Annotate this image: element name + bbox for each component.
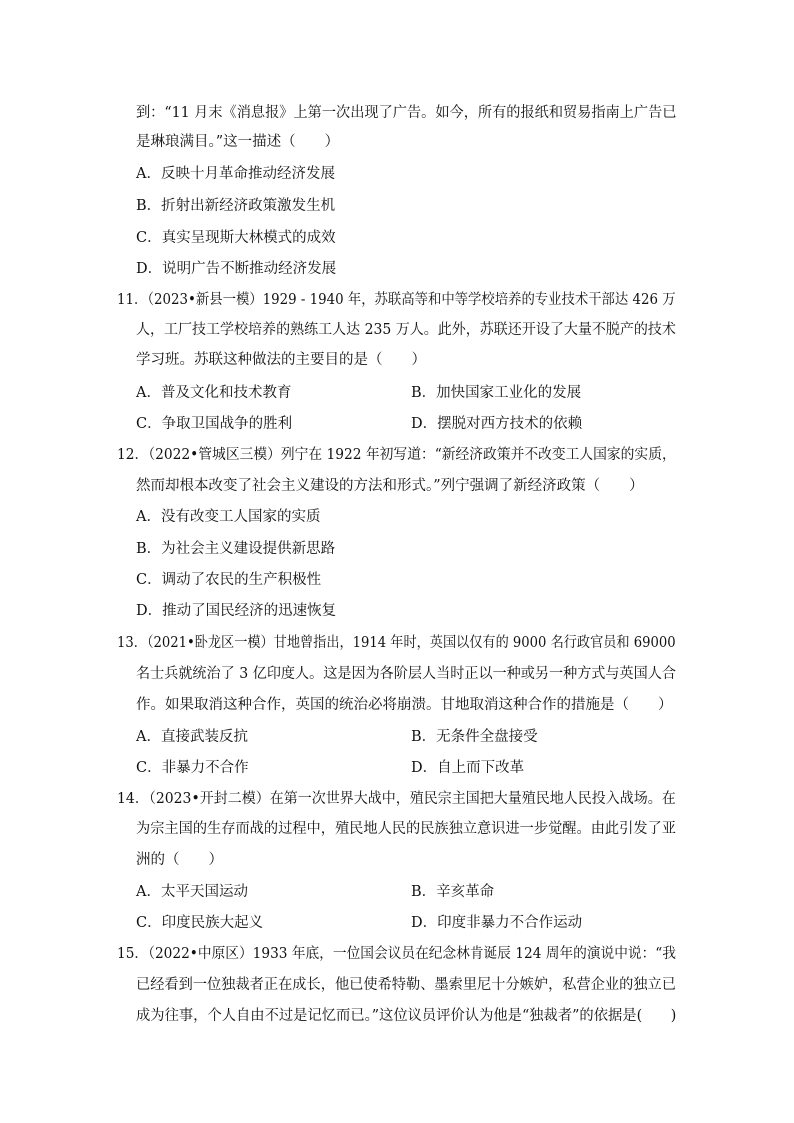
q12-stem-line-2: 然而却根本改变了社会主义建设的方法和形式。”列宁强调了新经济政策（ ） (136, 478, 644, 494)
q13-stem-line-1: 13．（2021•卧龙区一模）甘地曾指出，1914 年时，英国以仅有的 9000 名行政官员和 69000 (117, 635, 676, 651)
q12-option-c[interactable]: C．调动了农民的生产积极性 (136, 572, 322, 588)
q12-option-d[interactable]: D．推动了国民经济的迅速恢复 (136, 603, 337, 619)
q11-option-b[interactable]: B．加快国家工业化的发展 (411, 385, 582, 401)
q13-stem-line-3: 作。如果取消这种合作，英国的统治必将崩溃。甘地取消这种合作的措施是（ ） (136, 697, 673, 713)
q12-stem-line-1: 12．（2022•管城区三模）列宁在 1922 年初写道：“新经济政策并不改变工人国家的实质， (117, 447, 676, 463)
q14-stem-line-3: 洲的（ ） (136, 852, 223, 868)
q10-option-d[interactable]: D．说明广告不断推动经济发展 (136, 261, 337, 277)
q14-stem-line-1: 14．（2023•开封二模）在第一次世界大战中，殖民宗主国把大量殖民地人民投入战场。在 (117, 791, 676, 807)
q14-option-c[interactable]: C．印度民族大起义 (136, 915, 264, 931)
q12-option-a[interactable]: A．没有改变工人国家的实质 (136, 509, 321, 525)
q11-option-d[interactable]: D．摆脱对西方技术的依赖 (411, 416, 583, 432)
q13-option-a[interactable]: A．直接武装反抗 (136, 729, 248, 745)
q14-option-b[interactable]: B．辛亥革命 (411, 884, 495, 900)
q12-option-b[interactable]: B．为社会主义建设提供新思路 (136, 541, 336, 557)
q11-stem-line-2: 人，工厂技工学校培养的熟练工人达 235 万人。此外，苏联还开设了大量不脱产的技术 (136, 322, 676, 338)
q14-stem-line-2: 为宗主国的生存而战的过程中，殖民地人民的民族独立意识进一步觉醒。由此引发了亚 (136, 821, 676, 837)
q10-stem-line-2: 是琳琅满目。”这一描述（ ） (136, 134, 340, 150)
q10-option-b[interactable]: B．折射出新经济政策激发生机 (136, 198, 336, 214)
q10-option-c[interactable]: C．真实呈现斯大林模式的成效 (136, 230, 336, 246)
q13-option-d[interactable]: D．自上而下改革 (411, 760, 525, 776)
q11-option-c[interactable]: C．争取卫国战争的胜利 (136, 416, 293, 432)
q15-stem-line-1: 15．（2022•中原区）1933 年底，一位国会议员在纪念林肯诞辰 124 周年的演说中说：“我 (117, 946, 677, 962)
q11-stem-line-3: 学习班。苏联这种做法的主要目的是（ ） (136, 352, 426, 368)
q14-option-a[interactable]: A．太平天国运动 (136, 884, 248, 900)
q10-option-a[interactable]: A．反映十月革命推动经济发展 (136, 166, 335, 182)
q14-option-d[interactable]: D．印度非暴力不合作运动 (411, 915, 583, 931)
q10-stem-line-1: 到：“11 月末《消息报》上第一次出现了广告。如今，所有的报纸和贸易指南上广告已 (136, 105, 677, 121)
q15-stem-line-2: 已经看到一位独裁者正在成长，他已使希特勒、墨索里尼十分嫉妒，私营企业的独立已 (136, 977, 676, 993)
q13-stem-line-2: 名士兵就统治了 3 亿印度人。这是因为各阶层人当时正以一种或另一种方式与英国人合 (136, 666, 676, 682)
q13-option-c[interactable]: C．非暴力不合作 (136, 760, 249, 776)
q11-stem-line-1: 11．（2023•新县一模）1929 - 1940 年，苏联高等和中等学校培养的专业技术干部达 426 万 (117, 292, 676, 308)
q11-option-a[interactable]: A．普及文化和技术教育 (136, 385, 292, 401)
q15-stem-line-3: 成为往事，个人自由不过是记忆而已。”这位议员评价认为他是“独裁者”的依据是( ) (136, 1008, 677, 1024)
q13-option-b[interactable]: B．无条件全盘接受 (411, 729, 538, 745)
